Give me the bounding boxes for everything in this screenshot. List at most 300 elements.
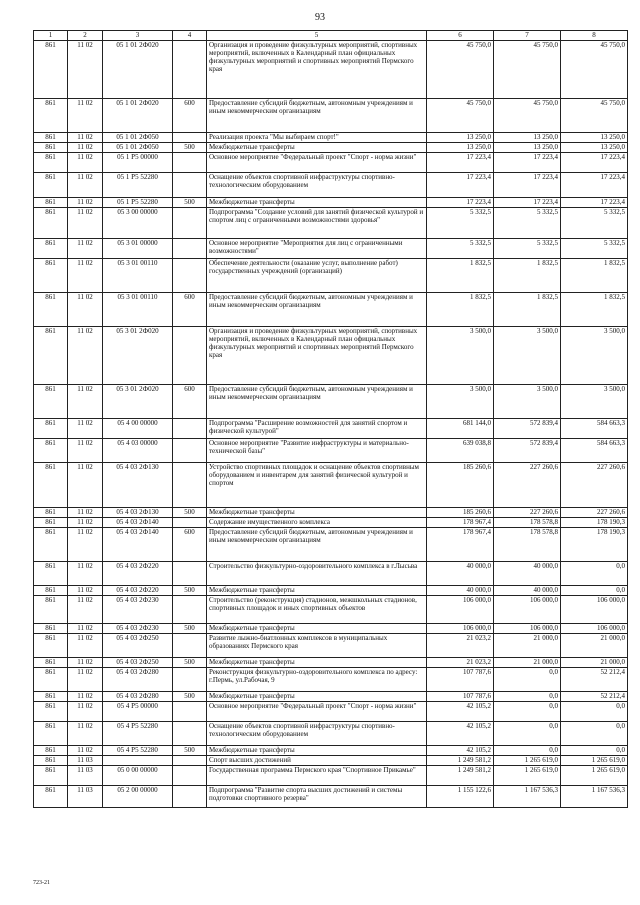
table-row [34, 385, 628, 419]
cell-expense-type: 500 [173, 586, 207, 596]
cell-description: Предоставление субсидий бюджетным, автономным учреждениям и иным некоммерческим организациям [207, 293, 427, 327]
cell-amount-year1: 1 249 581,2 [427, 766, 494, 786]
cell-admin-code: 861 [34, 153, 68, 173]
cell-target-article: 05 4 03 2Ф280 [103, 668, 173, 692]
cell-amount-year2: 1 167 536,3 [494, 786, 561, 808]
table-row [34, 153, 628, 173]
cell-admin-code: 861 [34, 586, 68, 596]
table-row [34, 41, 628, 99]
table-row [34, 634, 628, 658]
cell-amount-year3: 52 212,4 [561, 668, 628, 692]
cell-amount-year2: 13 250,0 [494, 133, 561, 143]
cell-target-article: 05 4 03 2Ф130 [103, 508, 173, 518]
cell-section: 11 02 [68, 668, 103, 692]
cell-amount-year1: 107 787,6 [427, 692, 494, 702]
cell-admin-code: 861 [34, 766, 68, 786]
table-row [34, 658, 628, 668]
cell-target-article: 05 4 03 00000 [103, 439, 173, 463]
cell-section: 11 02 [68, 463, 103, 508]
cell-section: 11 03 [68, 786, 103, 808]
cell-admin-code: 861 [34, 624, 68, 634]
cell-amount-year2: 106 000,0 [494, 624, 561, 634]
cell-admin-code: 861 [34, 239, 68, 259]
cell-description: Реконструкция физкультурно-оздоровительного комплекса по адресу: г.Пермь, ул.Рабочая, 9 [207, 668, 427, 692]
cell-admin-code: 861 [34, 385, 68, 419]
cell-description: Обеспечение деятельности (оказание услуг, выполнение работ) государственных учреждений (организаций) [207, 259, 427, 293]
cell-description: Межбюджетные трансферты [207, 198, 427, 208]
cell-expense-type [173, 766, 207, 786]
footer-code: 723-21 [33, 880, 50, 886]
cell-amount-year2: 0,0 [494, 668, 561, 692]
cell-amount-year2: 17 223,4 [494, 198, 561, 208]
cell-admin-code: 861 [34, 596, 68, 624]
cell-amount-year1: 1 155 122,6 [427, 786, 494, 808]
cell-expense-type [173, 463, 207, 508]
cell-expense-type [173, 562, 207, 586]
cell-amount-year2: 17 223,4 [494, 173, 561, 198]
cell-admin-code: 861 [34, 327, 68, 385]
cell-admin-code: 861 [34, 746, 68, 756]
cell-section: 11 02 [68, 385, 103, 419]
cell-amount-year2: 1 265 619,0 [494, 756, 561, 766]
cell-target-article: 05 4 03 2Ф220 [103, 562, 173, 586]
table-row [34, 259, 628, 293]
cell-section: 11 02 [68, 596, 103, 624]
column-header: 6 [427, 31, 494, 41]
cell-section: 11 02 [68, 634, 103, 658]
cell-target-article: 05 3 01 00000 [103, 239, 173, 259]
budget-table [33, 30, 628, 808]
cell-target-article: 05 1 P5 52280 [103, 198, 173, 208]
table-row [34, 198, 628, 208]
cell-amount-year3: 13 250,0 [561, 133, 628, 143]
cell-target-article: 05 4 03 2Ф140 [103, 518, 173, 528]
cell-amount-year2: 1 832,5 [494, 259, 561, 293]
cell-section: 11 02 [68, 153, 103, 173]
cell-amount-year2: 21 000,0 [494, 634, 561, 658]
cell-target-article: 05 4 03 2Ф130 [103, 463, 173, 508]
cell-amount-year3: 1 832,5 [561, 293, 628, 327]
cell-amount-year2: 3 500,0 [494, 385, 561, 419]
table-row [34, 668, 628, 692]
cell-admin-code: 861 [34, 508, 68, 518]
cell-expense-type [173, 419, 207, 439]
cell-amount-year3: 45 750,0 [561, 41, 628, 99]
cell-amount-year1: 45 750,0 [427, 41, 494, 99]
cell-amount-year3: 584 663,3 [561, 419, 628, 439]
cell-section: 11 02 [68, 419, 103, 439]
cell-description: Предоставление субсидий бюджетным, автономным учреждениям и иным некоммерческим организациям [207, 528, 427, 562]
cell-amount-year1: 107 787,6 [427, 668, 494, 692]
cell-target-article: 05 4 03 2Ф280 [103, 692, 173, 702]
cell-section: 11 02 [68, 702, 103, 722]
table-row [34, 439, 628, 463]
cell-amount-year3: 178 190,3 [561, 528, 628, 562]
cell-amount-year3: 21 000,0 [561, 634, 628, 658]
cell-target-article: 05 1 01 2Ф020 [103, 41, 173, 99]
cell-amount-year3: 17 223,4 [561, 153, 628, 173]
cell-description: Подпрограмма "Развитие спорта высших достижений и системы подготовки спортивного резерва" [207, 786, 427, 808]
cell-expense-type [173, 133, 207, 143]
cell-amount-year3: 584 663,3 [561, 439, 628, 463]
cell-expense-type: 500 [173, 746, 207, 756]
column-header: 8 [561, 31, 628, 41]
cell-admin-code: 861 [34, 518, 68, 528]
cell-description: Основное мероприятие "Федеральный проект "Спорт - норма жизни" [207, 702, 427, 722]
cell-admin-code: 861 [34, 756, 68, 766]
cell-amount-year1: 3 500,0 [427, 385, 494, 419]
cell-admin-code: 861 [34, 173, 68, 198]
cell-expense-type [173, 702, 207, 722]
cell-amount-year1: 17 223,4 [427, 153, 494, 173]
cell-admin-code: 861 [34, 463, 68, 508]
table-row [34, 208, 628, 239]
cell-admin-code: 861 [34, 133, 68, 143]
cell-amount-year1: 21 023,2 [427, 634, 494, 658]
cell-amount-year1: 5 332,5 [427, 239, 494, 259]
cell-expense-type: 500 [173, 508, 207, 518]
cell-expense-type: 500 [173, 692, 207, 702]
cell-amount-year1: 178 967,4 [427, 528, 494, 562]
cell-amount-year3: 178 190,3 [561, 518, 628, 528]
column-header: 3 [103, 31, 173, 41]
cell-amount-year1: 681 144,0 [427, 419, 494, 439]
cell-description: Межбюджетные трансферты [207, 658, 427, 668]
cell-admin-code: 861 [34, 786, 68, 808]
cell-description: Оснащение объектов спортивной инфраструктуры спортивно-технологическим оборудованием [207, 722, 427, 746]
cell-section: 11 02 [68, 439, 103, 463]
cell-amount-year1: 639 038,8 [427, 439, 494, 463]
cell-amount-year3: 0,0 [561, 562, 628, 586]
cell-amount-year1: 17 223,4 [427, 198, 494, 208]
cell-description: Межбюджетные трансферты [207, 624, 427, 634]
cell-amount-year2: 13 250,0 [494, 143, 561, 153]
table-row [34, 518, 628, 528]
cell-admin-code: 861 [34, 143, 68, 153]
cell-expense-type [173, 41, 207, 99]
cell-description: Оснащение объектов спортивной инфраструктуры спортивно-технологическим оборудованием [207, 173, 427, 198]
cell-amount-year2: 5 332,5 [494, 208, 561, 239]
cell-admin-code: 861 [34, 259, 68, 293]
cell-section: 11 02 [68, 173, 103, 198]
cell-amount-year1: 17 223,4 [427, 173, 494, 198]
cell-amount-year2: 40 000,0 [494, 586, 561, 596]
cell-expense-type [173, 239, 207, 259]
cell-section: 11 02 [68, 508, 103, 518]
cell-admin-code: 861 [34, 198, 68, 208]
cell-section: 11 03 [68, 756, 103, 766]
cell-target-article: 05 4 00 00000 [103, 419, 173, 439]
table-row [34, 528, 628, 562]
cell-amount-year2: 17 223,4 [494, 153, 561, 173]
cell-target-article: 05 3 00 00000 [103, 208, 173, 239]
cell-amount-year2: 178 578,8 [494, 518, 561, 528]
cell-expense-type: 500 [173, 198, 207, 208]
cell-target-article: 05 0 00 00000 [103, 766, 173, 786]
cell-target-article: 05 4 P5 52280 [103, 722, 173, 746]
cell-amount-year2: 45 750,0 [494, 41, 561, 99]
table-row [34, 293, 628, 327]
cell-target-article: 05 1 01 2Ф050 [103, 133, 173, 143]
cell-target-article [103, 756, 173, 766]
cell-section: 11 02 [68, 198, 103, 208]
table-row [34, 133, 628, 143]
cell-amount-year1: 21 023,2 [427, 658, 494, 668]
cell-section: 11 02 [68, 722, 103, 746]
cell-description: Межбюджетные трансферты [207, 692, 427, 702]
cell-admin-code: 861 [34, 702, 68, 722]
cell-description: Межбюджетные трансферты [207, 508, 427, 518]
cell-target-article: 05 1 P5 00000 [103, 153, 173, 173]
cell-section: 11 02 [68, 293, 103, 327]
cell-amount-year2: 572 839,4 [494, 439, 561, 463]
cell-expense-type: 500 [173, 624, 207, 634]
cell-admin-code: 861 [34, 562, 68, 586]
cell-amount-year3: 0,0 [561, 746, 628, 756]
cell-admin-code: 861 [34, 722, 68, 746]
cell-amount-year3: 45 750,0 [561, 99, 628, 133]
cell-section: 11 02 [68, 259, 103, 293]
cell-target-article: 05 1 P5 52280 [103, 173, 173, 198]
cell-amount-year2: 45 750,0 [494, 99, 561, 133]
cell-amount-year3: 227 260,6 [561, 508, 628, 518]
cell-amount-year3: 1 265 619,0 [561, 756, 628, 766]
cell-target-article: 05 3 01 00110 [103, 293, 173, 327]
cell-amount-year1: 178 967,4 [427, 518, 494, 528]
cell-target-article: 05 4 03 2Ф220 [103, 586, 173, 596]
cell-description: Основное мероприятие "Развитие инфраструктуры и материально-технической базы" [207, 439, 427, 463]
cell-amount-year1: 185 260,6 [427, 463, 494, 508]
cell-description: Содержание имущественного комплекса [207, 518, 427, 528]
cell-amount-year2: 227 260,6 [494, 508, 561, 518]
table-row [34, 586, 628, 596]
cell-amount-year3: 0,0 [561, 702, 628, 722]
cell-expense-type [173, 722, 207, 746]
cell-amount-year1: 42 105,2 [427, 702, 494, 722]
cell-amount-year2: 21 000,0 [494, 658, 561, 668]
cell-amount-year3: 13 250,0 [561, 143, 628, 153]
cell-amount-year2: 572 839,4 [494, 419, 561, 439]
cell-description: Основное мероприятие "Мероприятия для лиц с ограниченными возможностями" [207, 239, 427, 259]
cell-amount-year3: 17 223,4 [561, 173, 628, 198]
cell-target-article: 05 4 P5 52280 [103, 746, 173, 756]
table-row [34, 508, 628, 518]
cell-target-article: 05 4 P5 00000 [103, 702, 173, 722]
cell-expense-type: 600 [173, 293, 207, 327]
cell-target-article: 05 4 03 2Ф230 [103, 624, 173, 634]
cell-description: Развитие лыжно-биатлонных комплексов в муниципальных образованиях Пермского края [207, 634, 427, 658]
cell-admin-code: 861 [34, 439, 68, 463]
table-row [34, 756, 628, 766]
cell-description: Предоставление субсидий бюджетным, автономным учреждениям и иным некоммерческим организациям [207, 99, 427, 133]
cell-amount-year2: 0,0 [494, 746, 561, 756]
cell-amount-year2: 1 832,5 [494, 293, 561, 327]
cell-description: Строительство (реконструкция) стадионов, межшкольных стадионов, спортивных площадок и иных спортивных объектов [207, 596, 427, 624]
cell-amount-year1: 1 832,5 [427, 259, 494, 293]
cell-section: 11 02 [68, 99, 103, 133]
cell-amount-year3: 106 000,0 [561, 624, 628, 634]
cell-amount-year1: 13 250,0 [427, 143, 494, 153]
cell-section: 11 02 [68, 624, 103, 634]
cell-section: 11 02 [68, 41, 103, 99]
cell-amount-year3: 1 167 536,3 [561, 786, 628, 808]
column-header: 7 [494, 31, 561, 41]
cell-admin-code: 861 [34, 208, 68, 239]
cell-target-article: 05 1 01 2Ф050 [103, 143, 173, 153]
cell-amount-year1: 42 105,2 [427, 746, 494, 756]
cell-amount-year1: 185 260,6 [427, 508, 494, 518]
cell-amount-year1: 40 000,0 [427, 562, 494, 586]
table-row [34, 766, 628, 786]
cell-amount-year2: 0,0 [494, 692, 561, 702]
table-row [34, 746, 628, 756]
cell-description: Устройство спортивных площадок и оснащение объектов спортивным оборудованием и инвентарем для занятий физической культурой и спортом [207, 463, 427, 508]
table-row [34, 562, 628, 586]
cell-description: Строительство физкультурно-оздоровительного комплекса в г.Лысьва [207, 562, 427, 586]
cell-amount-year1: 5 332,5 [427, 208, 494, 239]
table-row [34, 722, 628, 746]
cell-admin-code: 861 [34, 692, 68, 702]
cell-section: 11 02 [68, 528, 103, 562]
cell-amount-year2: 1 265 619,0 [494, 766, 561, 786]
column-header: 4 [173, 31, 207, 41]
cell-amount-year2: 106 000,0 [494, 596, 561, 624]
cell-amount-year1: 1 832,5 [427, 293, 494, 327]
cell-expense-type [173, 327, 207, 385]
cell-amount-year2: 178 578,8 [494, 528, 561, 562]
cell-amount-year2: 0,0 [494, 722, 561, 746]
cell-amount-year3: 5 332,5 [561, 208, 628, 239]
cell-amount-year3: 17 223,4 [561, 198, 628, 208]
cell-amount-year2: 227 260,6 [494, 463, 561, 508]
cell-target-article: 05 4 03 2Ф230 [103, 596, 173, 624]
cell-admin-code: 861 [34, 528, 68, 562]
cell-target-article: 05 3 01 00110 [103, 259, 173, 293]
cell-section: 11 02 [68, 518, 103, 528]
cell-section: 11 02 [68, 562, 103, 586]
cell-expense-type [173, 756, 207, 766]
cell-admin-code: 861 [34, 419, 68, 439]
cell-amount-year1: 40 000,0 [427, 586, 494, 596]
column-header: 1 [34, 31, 68, 41]
table-row [34, 596, 628, 624]
cell-expense-type: 500 [173, 143, 207, 153]
cell-target-article: 05 4 03 2Ф140 [103, 528, 173, 562]
cell-target-article: 05 1 01 2Ф020 [103, 99, 173, 133]
cell-description: Основное мероприятие "Федеральный проект "Спорт - норма жизни" [207, 153, 427, 173]
cell-description: Организация и проведение физкультурных мероприятий, спортивных мероприятий, включенных в Календарный план официальных физкультурных мероприятий и спортивных мероприятий Пермского края [207, 41, 427, 99]
cell-expense-type [173, 153, 207, 173]
table-row [34, 173, 628, 198]
cell-expense-type [173, 439, 207, 463]
cell-expense-type: 600 [173, 528, 207, 562]
cell-description: Межбюджетные трансферты [207, 746, 427, 756]
table-row [34, 692, 628, 702]
cell-expense-type: 600 [173, 385, 207, 419]
cell-target-article: 05 4 03 2Ф250 [103, 634, 173, 658]
cell-section: 11 02 [68, 143, 103, 153]
cell-expense-type [173, 786, 207, 808]
cell-expense-type [173, 208, 207, 239]
cell-amount-year1: 45 750,0 [427, 99, 494, 133]
table-body [34, 41, 628, 808]
cell-section: 11 03 [68, 766, 103, 786]
cell-admin-code: 861 [34, 668, 68, 692]
table-row [34, 99, 628, 133]
cell-amount-year1: 1 249 581,2 [427, 756, 494, 766]
cell-target-article: 05 2 00 00000 [103, 786, 173, 808]
cell-amount-year1: 106 000,0 [427, 624, 494, 634]
cell-amount-year3: 21 000,0 [561, 658, 628, 668]
cell-admin-code: 861 [34, 41, 68, 99]
cell-amount-year2: 5 332,5 [494, 239, 561, 259]
cell-amount-year3: 227 260,6 [561, 463, 628, 508]
cell-amount-year3: 106 000,0 [561, 596, 628, 624]
cell-section: 11 02 [68, 586, 103, 596]
header-row [34, 31, 628, 41]
table-row [34, 463, 628, 508]
cell-description: Подпрограмма "Расширение возможностей для занятий спортом и физической культурой" [207, 419, 427, 439]
cell-section: 11 02 [68, 133, 103, 143]
cell-section: 11 02 [68, 239, 103, 259]
cell-admin-code: 861 [34, 634, 68, 658]
cell-description: Реализация проекта "Мы выбираем спорт!" [207, 133, 427, 143]
cell-amount-year1: 42 105,2 [427, 722, 494, 746]
cell-description: Межбюджетные трансферты [207, 143, 427, 153]
cell-description: Государственная программа Пермского края "Спортивное Прикамье" [207, 766, 427, 786]
column-header: 5 [207, 31, 427, 41]
cell-amount-year3: 3 500,0 [561, 385, 628, 419]
cell-section: 11 02 [68, 208, 103, 239]
cell-section: 11 02 [68, 746, 103, 756]
table-row [34, 419, 628, 439]
cell-expense-type [173, 173, 207, 198]
cell-description: Межбюджетные трансферты [207, 586, 427, 596]
cell-description: Организация и проведение физкультурных мероприятий, спортивных мероприятий, включенных в Календарный план официальных физкультурных мероприятий и спортивных мероприятий Пермского края [207, 327, 427, 385]
cell-section: 11 02 [68, 327, 103, 385]
cell-amount-year3: 5 332,5 [561, 239, 628, 259]
cell-expense-type [173, 634, 207, 658]
cell-admin-code: 861 [34, 99, 68, 133]
cell-expense-type [173, 518, 207, 528]
table-row [34, 143, 628, 153]
cell-expense-type [173, 596, 207, 624]
cell-amount-year3: 0,0 [561, 722, 628, 746]
cell-target-article: 05 4 03 2Ф250 [103, 658, 173, 668]
table-row [34, 702, 628, 722]
cell-expense-type [173, 259, 207, 293]
cell-amount-year2: 40 000,0 [494, 562, 561, 586]
cell-description: Подпрограмма "Создание условий для занятий физической культурой и спортом лиц с ограниченными возможностями здоровья" [207, 208, 427, 239]
cell-expense-type [173, 668, 207, 692]
cell-expense-type: 600 [173, 99, 207, 133]
cell-amount-year1: 13 250,0 [427, 133, 494, 143]
page-number: 93 [315, 12, 325, 23]
cell-description: Спорт высших достижений [207, 756, 427, 766]
column-header: 2 [68, 31, 103, 41]
table-row [34, 624, 628, 634]
cell-amount-year2: 3 500,0 [494, 327, 561, 385]
table-row [34, 327, 628, 385]
cell-target-article: 05 3 01 2Ф020 [103, 385, 173, 419]
table-row [34, 786, 628, 808]
cell-amount-year3: 52 212,4 [561, 692, 628, 702]
cell-admin-code: 861 [34, 658, 68, 668]
cell-target-article: 05 3 01 2Ф020 [103, 327, 173, 385]
cell-section: 11 02 [68, 658, 103, 668]
cell-amount-year1: 106 000,0 [427, 596, 494, 624]
cell-amount-year3: 0,0 [561, 586, 628, 596]
